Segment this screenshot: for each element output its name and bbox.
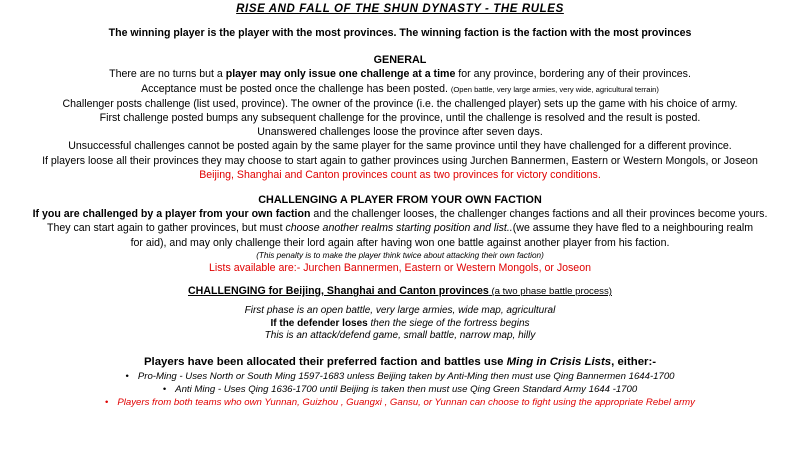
text-span: Players have been allocated their preferred faction and battles use — [143, 355, 507, 368]
text-span: Acceptance must be posted once the challenge has been posted. — [141, 82, 451, 95]
bullet-icon: • — [125, 370, 129, 382]
own-faction-line-3: for aid), and may only challenge their lord again after having won one battle against another player from his faction. — [130, 236, 670, 249]
allocation-bullet-rebel — [0, 396, 800, 409]
bullet-text: Anti Ming - Uses Qing 1636-1700 until Beijing is taken then must use Qing Green Standard Army 1644 -1700 — [175, 383, 638, 395]
text-span: They can start again to gather provinces, but must — [46, 222, 286, 235]
general-line-4: First challenge posted bumps any subsequent challenge for the province, until the challenge is resolved and the result is posted. — [99, 112, 701, 125]
special-line-2 — [0, 318, 800, 331]
bold-span: If you are challenged by a player from your own faction — [32, 208, 311, 221]
text-span: There are no turns but a — [109, 68, 226, 81]
special-heading-text: CHALLENGING for Beijing, Shanghai and Canton provinces — [188, 285, 489, 298]
general-heading: GENERAL — [373, 54, 427, 67]
text-span: (we assume they have fled to a neighbouring realm — [512, 222, 754, 235]
text-span: , either:- — [611, 355, 657, 368]
italic-span: then the siege of the fortress begins — [367, 317, 530, 329]
own-faction-note: (This penalty is to make the player think twice about attacking their own faction) — [256, 250, 544, 260]
bullet-text: Players from both teams who own Yunnan, Guizhou , Guangxi , Gansu, or Yunnan can choose to fight using the appropriate Rebel army — [117, 396, 695, 408]
italic-span: choose another realms starting position and list.. — [285, 222, 513, 235]
special-line-1: First phase is an open battle, very large armies, wide map, agricultural — [244, 305, 556, 317]
bullet-text: Pro-Ming - Uses North or South Ming 1597-1683 unless Beijing taken by Anti-Ming then must use Qing Bannermen 1644-1700 — [137, 370, 675, 382]
general-line-2 — [0, 82, 800, 97]
text-span: for any province, bordering any of their provinces. — [455, 68, 691, 81]
general-line-5: Unanswered challenges loose the province after seven days. — [257, 126, 543, 139]
bold-span: If the defender loses — [270, 317, 368, 329]
special-heading — [0, 284, 800, 299]
bold-span: player may only issue one challenge at a time — [225, 68, 456, 81]
page-title: RISE AND FALL OF THE SHUN DYNASTY - THE RULES — [236, 3, 564, 15]
own-faction-lists: Lists available are:- Jurchen Bannermen, Eastern or Western Mongols, or Joseon — [209, 261, 591, 274]
general-line-7: If players loose all their provinces they may choose to start again to gather provinces using Jurchen Bannermen, Eastern or Western Mongols, or Joseon — [42, 154, 758, 167]
own-faction-heading: CHALLENGING A PLAYER FROM YOUR OWN FACTION — [258, 194, 542, 207]
general-line-6: Unsuccessful challenges cannot be posted again by the same player for the same province until they have challenged for a different province. — [68, 140, 732, 153]
special-line-3: This is an attack/defend game, small battle, narrow map, hilly — [264, 330, 536, 342]
allocation-bullet-anti-ming — [0, 383, 800, 396]
general-line-3: Challenger posts challenge (list used, province). The owner of the province (i.e. the challenged player) sets up the game with his choice of army. — [62, 97, 738, 110]
own-faction-line-1 — [0, 207, 800, 221]
small-note: (Open battle, very large armies, very wide, agricultural terrain) — [450, 84, 659, 94]
text-span: and the challenger looses, the challenger changes factions and all their provinces become yours. — [310, 208, 768, 221]
special-heading-note: (a two phase battle process) — [488, 286, 612, 298]
winning-condition: The winning player is the player with the most provinces. The winning faction is the faction with the most provinces — [108, 27, 692, 39]
italic-span: Ming in Crisis Lists — [506, 355, 612, 368]
bullet-icon: • — [162, 383, 167, 395]
bullet-icon: • — [105, 396, 109, 408]
general-line-1 — [0, 67, 800, 81]
general-line-8: Beijing, Shanghai and Canton provinces count as two provinces for victory conditions. — [199, 168, 601, 181]
allocation-intro — [0, 355, 800, 370]
own-faction-line-2 — [0, 221, 800, 235]
allocation-bullet-pro-ming — [0, 370, 800, 383]
